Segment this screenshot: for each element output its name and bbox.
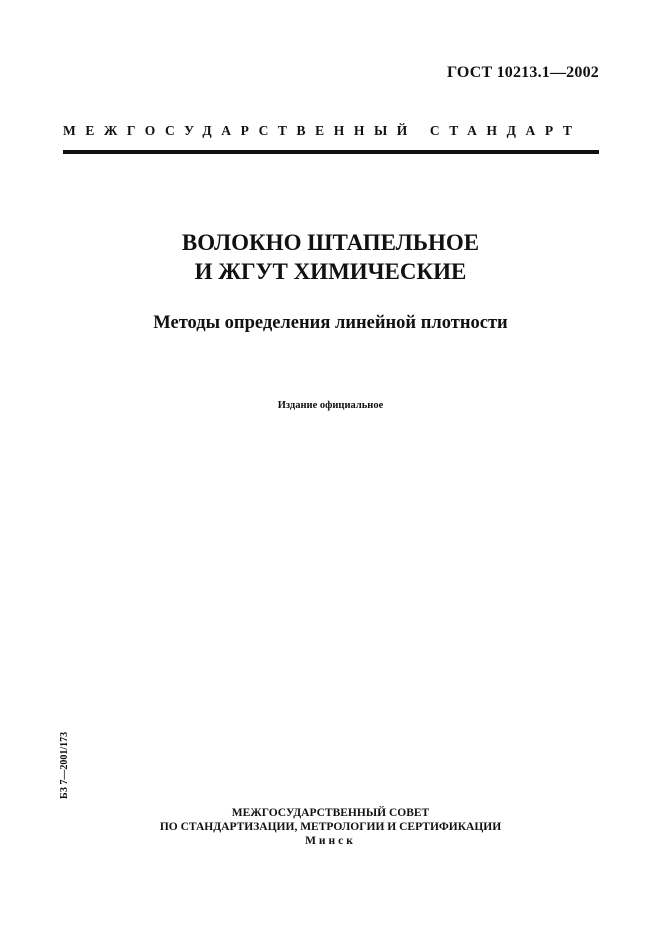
standard-type-header: МЕЖГОСУДАРСТВЕННЫЙ СТАНДАРТ [63, 123, 582, 138]
edition-label: Издание официальное [277, 400, 384, 411]
header-rule [63, 150, 599, 154]
title-line-1: ВОЛОКНО ШТАПЕЛЬНОЕ [181, 230, 480, 255]
document-subtitle: Методы определения линейной плотности [153, 313, 508, 333]
publisher-city: Минск [305, 835, 356, 847]
publisher-line-1: МЕЖГОСУДАРСТВЕННЫЙ СОВЕТ [231, 807, 430, 819]
title-line-2: И ЖГУТ ХИМИЧЕСКИЕ [194, 259, 467, 284]
side-code: БЗ 7—2001/173 [59, 731, 70, 799]
document-number: ГОСТ 10213.1—2002 [446, 64, 599, 81]
publisher-block [0, 806, 661, 848]
document-title [0, 228, 661, 286]
publisher-line-2: ПО СТАНДАРТИЗАЦИИ, МЕТРОЛОГИИ И СЕРТИФИКАЦИИ [159, 821, 502, 833]
